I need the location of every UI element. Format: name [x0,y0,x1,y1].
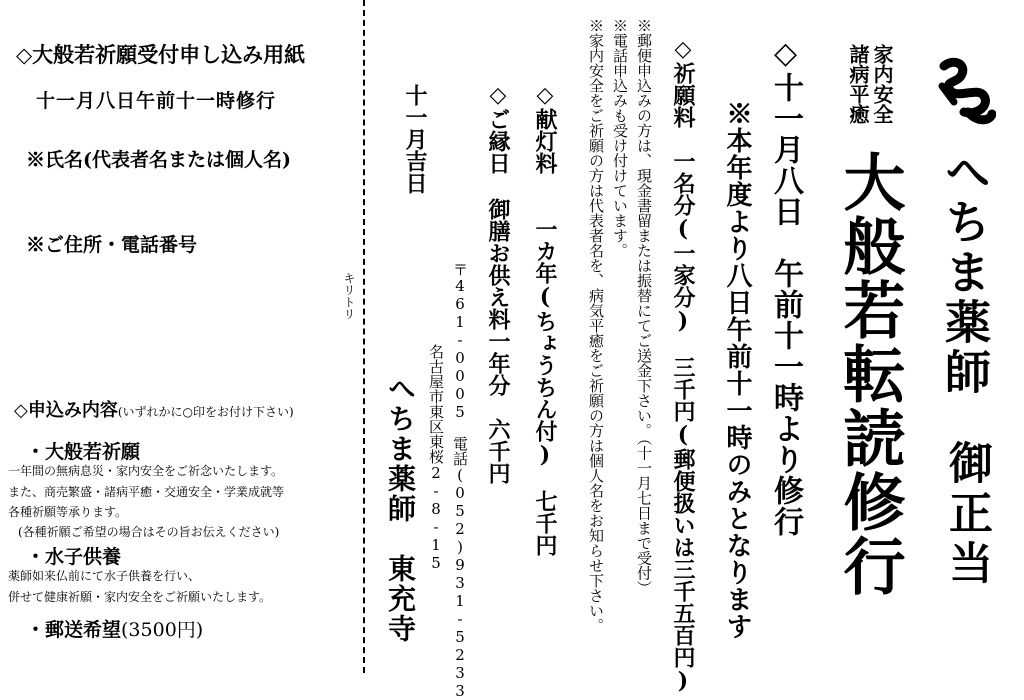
option3-price: (3500円) [121,619,204,641]
option1-desc-4: (各種祈願ご希望の場合はその旨お伝えください) [18,525,280,539]
lantern-fee: ◇献灯料 一カ年(ちょうちん付) 七千円 [532,82,558,556]
content-note: (いずれかに○印をお付け下さい) [117,405,294,419]
option3-title: ・郵送希望 [26,619,122,641]
option-mizuko-kuyo: ・水子供養 [26,546,122,568]
issue-date: 十一月吉日 [402,84,428,194]
name-field-label: ※氏名(代表者名または個人名) [26,149,291,171]
form-datetime: 十一月八日午前十一時修行 [36,90,277,112]
content-section [14,400,294,423]
ceremony-date: ◇十一月八日 午前十一時より修行 [768,36,803,537]
option1-desc-2: また、商売繁盛・諸病平癒・交通安全・学業成就等 [8,485,285,499]
option1-desc-3: 各種祈願等承ります。 [8,505,128,519]
option-daihannya-prayer: ・大般若祈願 [26,441,141,463]
option2-desc-1: 薬師如来仏前にて水子供養を行い、 [8,569,201,583]
address-field-label: ※ご住所・電話番号 [26,234,198,256]
option1-desc-1: 一年間の無病息災・家内安全をご祈念いたします。 [8,464,284,478]
schedule-notice: ※本年度より八日午前十一時のみとなります [722,100,752,640]
note-phone-application: ※電話申込みも受け付けています。 [611,18,629,258]
cut-here-label: キリトリ [342,272,356,320]
benefit-shobyo-heiyu: 諸病平癒 [846,44,870,124]
main-title: 大般若転読修行 [833,150,906,598]
postal-phone: 〒461-0005 電話(052)931-5233 [451,262,469,700]
gozoto-heading: 御正当 [941,440,992,590]
temple-address: 名古屋市東区東桜2-8-15 [427,344,445,572]
prayer-fee: ◇祈願料 一名分(一家分) 三千円(郵便扱いは三千五百円) [670,36,696,694]
temple-name: へちま薬師 [938,148,992,398]
goen-day-label: ◇ご縁日 [485,82,511,174]
content-label: ◇申込み内容 [14,400,118,421]
option-mail-delivery [26,619,203,643]
goen-offering: 御膳お供え料一年分 六千円 [485,198,511,484]
form-title: ◇大般若祈願受付申し込み用紙 [16,42,306,67]
option2-desc-2: 併せて健康祈願・家内安全をご祈願いたします。 [8,590,272,604]
note-mail-application: ※郵便申込みの方は、現金書留または振替にてご送金下さい。（十一月七日まで受付） [635,18,653,596]
temple-seal-logo [936,56,996,132]
cut-line-divider [363,0,365,673]
note-representative-name: ※家内安全をご祈願の方は代表者名を、病気平癒をご祈願の方は個人名をお知らせ下さい。 [587,18,605,633]
benefit-kanai-anzen: 家内安全 [870,44,894,124]
temple-signature: へちま薬師 東充寺 [384,374,417,644]
